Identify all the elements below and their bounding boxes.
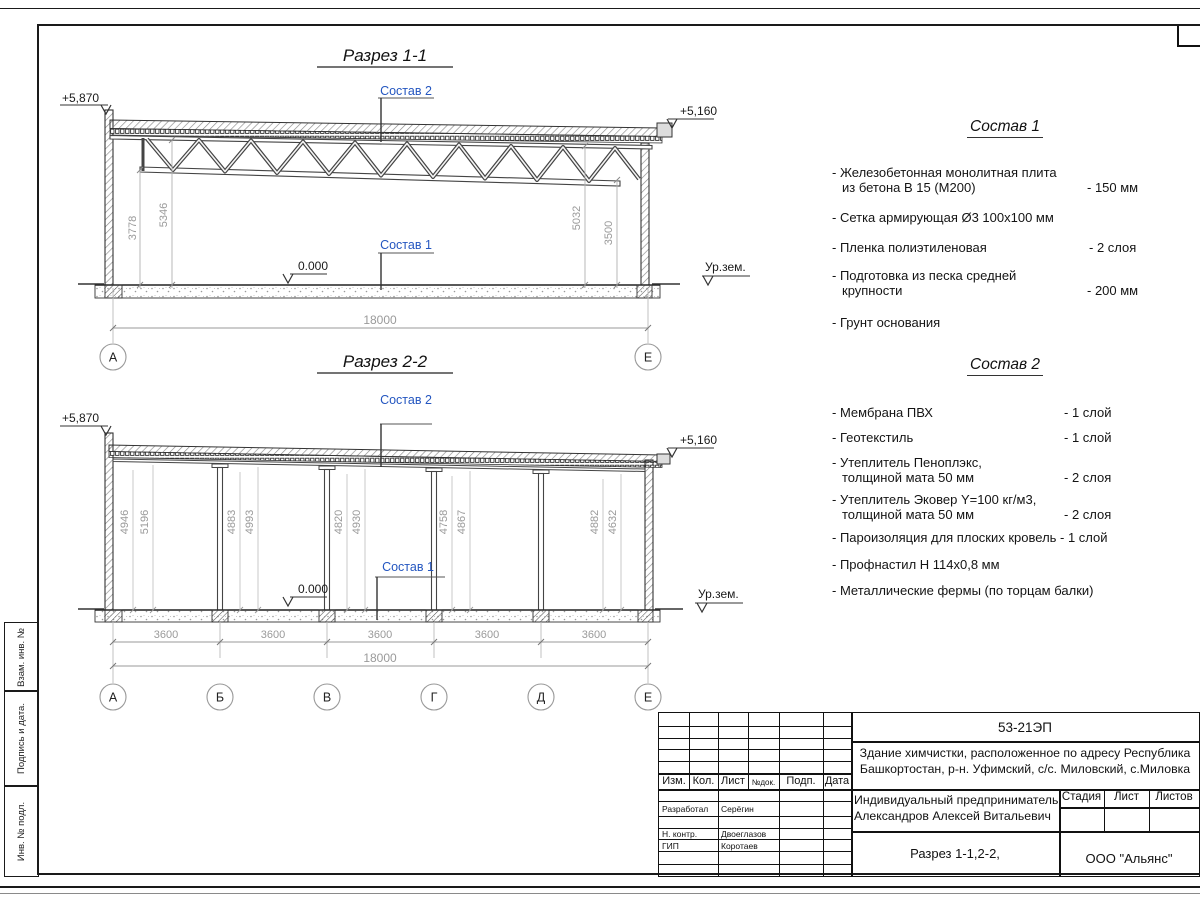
doc-number: 53-21ЭП: [998, 720, 1052, 735]
item-text: - Профнастил Н 114х0,8 мм: [832, 557, 1000, 572]
zero-level-mark: [283, 259, 328, 283]
list-item: [832, 557, 1180, 572]
composition-1: [830, 118, 1180, 348]
stamp-inv-podl: [4, 785, 39, 877]
dim-ticks: [137, 137, 620, 288]
elevation-label: +5,160: [680, 104, 718, 118]
item-qty: - 1 слой: [1060, 530, 1108, 545]
ground-label: Ур.зем.: [698, 587, 739, 601]
item-qty: - 1 слой: [1064, 430, 1112, 445]
item-text: - Металлические фермы (по торцам балки): [832, 583, 1094, 598]
client-line1: Индивидуальный предприниматель: [854, 793, 1059, 807]
sheets-header: Листов: [1155, 791, 1193, 803]
role-label: Н. контр.: [662, 829, 698, 839]
item-text: - Подготовка из песка средней: [832, 268, 1017, 283]
dim-label: 4930: [351, 509, 363, 535]
dim-label: 4946: [119, 509, 131, 535]
col-header-list: Лист: [721, 775, 745, 787]
list-item: [832, 492, 1180, 522]
role-name: Двоеглазов: [721, 829, 767, 839]
sheet-header: Лист: [1114, 791, 1139, 803]
dim-total-label: 18000: [363, 313, 397, 327]
leader-label: Состав 1: [382, 560, 434, 574]
sheet-top-edge: [0, 8, 1200, 9]
leader-label: Состав 2: [380, 393, 432, 407]
composition-2-title: Состав 2: [967, 356, 1043, 376]
item-text: - Геотекстиль: [832, 430, 914, 445]
role-name: Серёгин: [721, 804, 754, 814]
col-header-kol: Кол.: [692, 775, 715, 787]
wall-left: [105, 433, 113, 610]
sheet-cut-edge: [0, 893, 1200, 894]
span-labels: [154, 629, 606, 641]
axis-label: Г: [430, 690, 438, 705]
col-header-ndok: №док.: [751, 778, 776, 787]
dim-label: 3600: [474, 629, 500, 641]
dim-label: 3500: [603, 220, 615, 246]
dim-label: 3600: [581, 629, 607, 641]
dim-total-label: 18000: [363, 651, 397, 665]
ground-level-mark: [695, 587, 743, 612]
stamp-label: Взам. инв. №: [16, 627, 28, 687]
ground-level-mark: [702, 260, 750, 285]
floor-slab: [95, 285, 660, 298]
axis-label: А: [108, 690, 118, 705]
frame-top: [37, 24, 1200, 26]
item-text: - Грунт основания: [832, 315, 941, 330]
axis-label: Б: [215, 690, 225, 705]
item-qty: - 200 мм: [1087, 283, 1139, 298]
stamp-label: Инв. № подл.: [16, 801, 27, 861]
zero-label: 0.000: [298, 582, 329, 596]
col-header-podp: Подп.: [786, 775, 816, 787]
elevation-mark-right: [667, 104, 717, 128]
dim-label: 5032: [571, 205, 583, 231]
project-name: [855, 746, 1195, 777]
dim-label: 4883: [226, 509, 238, 535]
axis-label: А: [108, 350, 118, 365]
col-header-data: Дата: [824, 775, 850, 787]
leader-label: Состав 2: [380, 84, 432, 98]
composition-1-title: Состав 1: [967, 118, 1043, 138]
elevation-label: +5,870: [62, 411, 100, 425]
elevation-label: +5,870: [62, 91, 100, 105]
item-text: - Пароизоляция для плоских кровель: [832, 530, 1057, 545]
list-item: [832, 430, 1180, 445]
item-text: толщиной мата 50 мм: [842, 470, 975, 485]
axis-label: Е: [643, 690, 653, 705]
sheet-title: Разрез 1-1,2-2,: [910, 846, 1000, 861]
item-qty: - 1 слой: [1064, 405, 1112, 420]
composition-1-header: [830, 118, 1180, 138]
wall-right: [645, 460, 653, 610]
section-2-2-title: Разрез 2-2: [342, 352, 428, 371]
roof-end-cap: [657, 454, 670, 464]
truss: [110, 136, 652, 187]
col-header-izm: Изм.: [662, 775, 686, 787]
composition-2: [830, 356, 1180, 616]
item-text: - Утеплитель Пеноплэкс,: [832, 455, 982, 470]
dim-label: 5346: [158, 202, 170, 228]
project-line2: Башкортостан, р-н. Уфимский, с/с. Миловский, с.Миловка: [859, 761, 1191, 776]
top-right-stamp-box: [1177, 26, 1200, 47]
stamp-label: Подпись и дата.: [16, 703, 27, 774]
dim-label: 3600: [153, 629, 179, 641]
stage-header: Стадия: [1061, 791, 1102, 803]
footing-right: [637, 285, 652, 298]
item-text: из бетона В 15 (М200): [842, 180, 976, 195]
list-item: [832, 165, 1180, 195]
elevation-mark-left: [60, 91, 111, 114]
item-qty: - 2 слоя: [1064, 507, 1112, 522]
ground-label: Ур.зем.: [705, 260, 746, 274]
list-item: [832, 455, 1180, 485]
item-text: - Утеплитель Эковер Y=100 кг/м3,: [832, 492, 1037, 507]
axis-label: В: [322, 690, 332, 705]
item-qty: - 150 мм: [1087, 180, 1139, 195]
item-text: крупности: [842, 283, 903, 298]
zero-level-mark: [283, 582, 328, 606]
role-label: Разработал: [662, 804, 709, 814]
client-line2: Александров Алексей Витальевич: [854, 809, 1051, 823]
sheet-bottom-edge: [0, 886, 1200, 888]
section-1-1-title: Разрез 1-1: [342, 46, 428, 65]
item-text: - Сетка армирующая Ø3 100х100 мм: [832, 210, 1054, 225]
role-label: ГИП: [662, 841, 679, 851]
vertical-dim-lines: [140, 140, 617, 288]
section-drawings: [40, 30, 780, 730]
item-text: толщиной мата 50 мм: [842, 507, 975, 522]
role-name: Коротаев: [721, 841, 758, 851]
zero-label: 0.000: [298, 259, 329, 273]
axis-label: Д: [536, 690, 546, 705]
columns: [212, 464, 549, 610]
list-item: [832, 210, 1180, 225]
list-item: [832, 268, 1180, 298]
item-text: - Пленка полиэтиленовая: [832, 240, 987, 255]
section-2-2: [60, 352, 743, 710]
leader-label: Состав 1: [380, 238, 432, 252]
list-item: [832, 405, 1180, 420]
project-line1: Здание химчистки, расположенное по адресу Республика: [859, 746, 1191, 760]
axis-label: Е: [643, 350, 653, 365]
dim-label: 4882: [589, 509, 601, 535]
section-1-1: [60, 46, 750, 370]
list-item: [832, 583, 1180, 598]
item-qty: - 2 слоя: [1089, 240, 1137, 255]
company-name: ООО "Альянс": [1085, 851, 1173, 866]
dim-label: 4867: [456, 509, 468, 535]
dim-label: 5196: [139, 509, 151, 535]
stamp-vzam-inv: [4, 622, 39, 692]
dim-label: 4758: [438, 509, 450, 535]
composition-2-header: [830, 356, 1180, 376]
footing-left: [105, 285, 122, 298]
list-item: [832, 530, 1180, 545]
elevation-mark-right: [667, 433, 717, 457]
stamp-podpis-data: [4, 690, 39, 787]
dim-label: 3600: [367, 629, 393, 641]
item-text: - Железобетонная монолитная плита: [832, 165, 1057, 180]
client-name: [854, 792, 1060, 824]
dim-label: 4993: [244, 509, 256, 535]
elevation-mark-left: [60, 411, 111, 435]
axis-bubbles: [100, 684, 661, 710]
dim-label: 3600: [260, 629, 286, 641]
title-block: [658, 712, 1200, 877]
item-text: - Мембрана ПВХ: [832, 405, 933, 420]
list-item: [832, 315, 1180, 330]
dim-label: 4632: [607, 509, 619, 535]
elevation-label: +5,160: [680, 433, 718, 447]
item-qty: - 2 слоя: [1064, 470, 1112, 485]
dim-label: 4820: [333, 509, 345, 535]
leader-sostav1: [378, 238, 434, 290]
wall-right: [641, 143, 649, 285]
list-item: [832, 240, 1180, 255]
dim-label: 3778: [127, 215, 139, 241]
